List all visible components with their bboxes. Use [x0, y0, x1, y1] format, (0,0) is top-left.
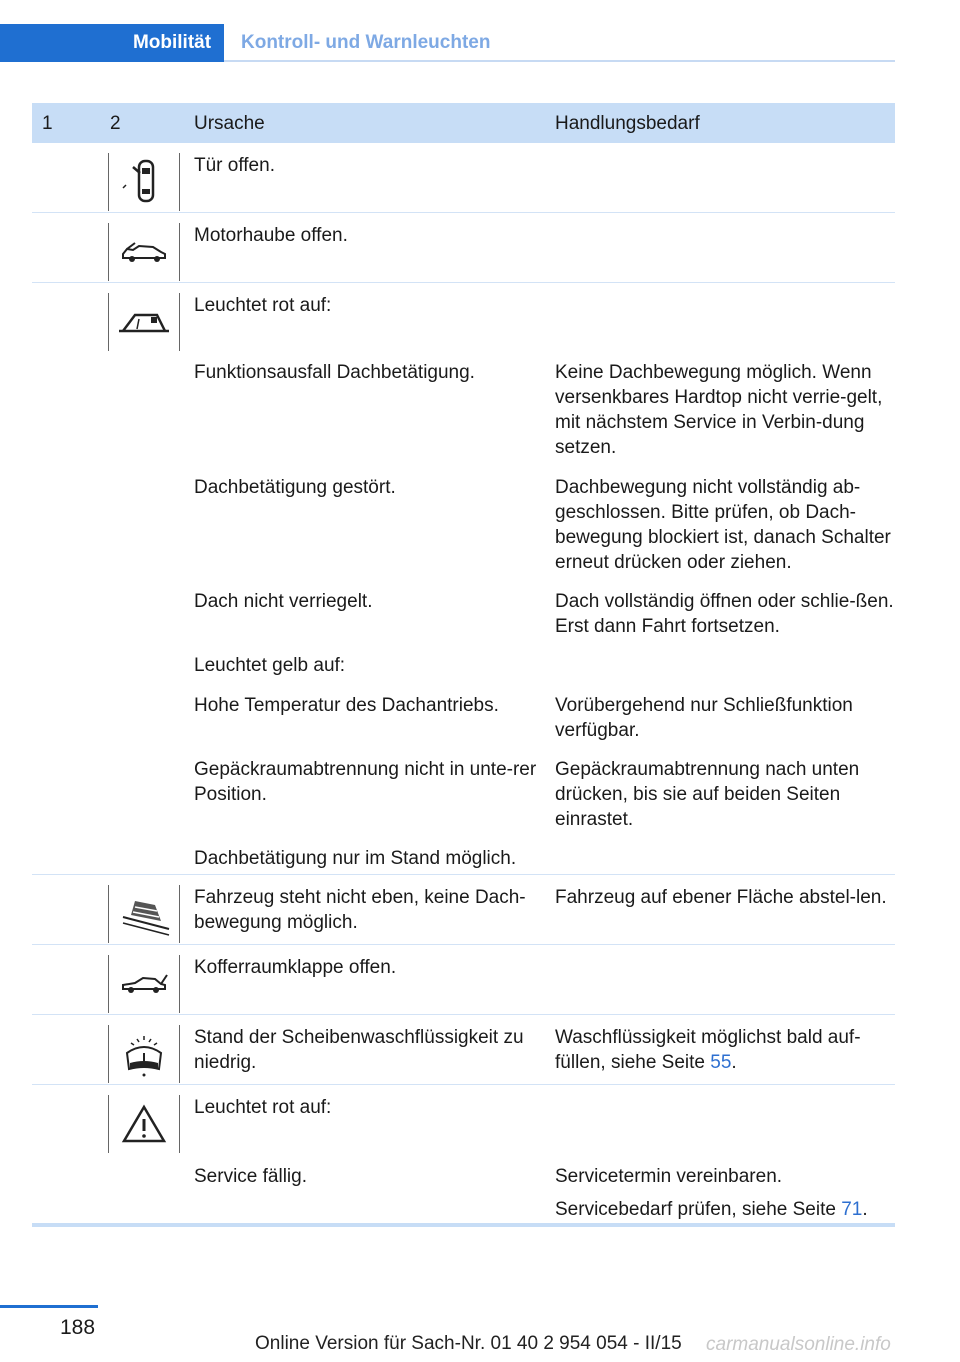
trunk-open-icon: [108, 955, 180, 1013]
action-text: Fahrzeug auf ebener Fläche abstel-len.: [555, 887, 887, 908]
chapter-tab[interactable]: Kontroll- und Warnleuchten: [241, 32, 491, 53]
cause-text: Dachbetätigung nur im Stand möglich.: [194, 848, 517, 869]
action-text: Vorübergehend nur Schließfunktion verfügbar.: [555, 695, 853, 741]
table-row: [32, 143, 895, 213]
hood-open-icon: [108, 223, 180, 281]
cause-text: Gepäckraumabtrennung nicht in unte-rer Position.: [194, 759, 537, 805]
washer-fluid-icon: [108, 1025, 180, 1083]
cause-text: Fahrzeug steht nicht eben, keine Dach-bewegung möglich.: [194, 887, 526, 933]
door-open-icon: [108, 153, 180, 211]
table-row: [32, 283, 895, 875]
column-header-action: Handlungsbedarf: [555, 113, 700, 134]
cause-text: Tür offen.: [194, 155, 275, 176]
column-header-cause: Ursache: [194, 113, 265, 134]
page-number: 188: [60, 1316, 96, 1339]
action-text: Keine Dachbewegung möglich. Wenn versenkbares Hardtop nicht verrie-gelt, mit nächstem Service in Verbin-dung setzen.: [555, 362, 883, 458]
column-header-1: 1: [42, 113, 53, 134]
table-row: [32, 1085, 895, 1227]
cause-text: Leuchtet rot auf:: [194, 1097, 332, 1118]
page-reference-link[interactable]: 55: [710, 1052, 732, 1073]
cause-text: Stand der Scheibenwaschflüssigkeit zu niedrig.: [194, 1027, 524, 1073]
table-row: [32, 1015, 895, 1085]
cause-text: Hohe Temperatur des Dachantriebs.: [194, 695, 499, 716]
page-reference-link[interactable]: 71: [841, 1199, 863, 1220]
action-text: Dachbewegung nicht vollständig ab-geschlossen. Bitte prüfen, ob Dach-bewegung blockiert ist, danach Schalter erneut drücken oder ziehen.: [555, 477, 891, 573]
cause-text: Motorhaube offen.: [194, 225, 348, 246]
table-row: [32, 875, 895, 945]
vehicle-slope-icon: [108, 885, 180, 943]
action-text: Servicebedarf prüfen, siehe Seite 71.: [555, 1199, 868, 1220]
version-info: Online Version für Sach-Nr. 01 40 2 954 054 - II/15: [255, 1333, 682, 1354]
table-header: [32, 103, 895, 143]
warning-lights-table: [32, 103, 895, 1227]
cause-text: Leuchtet gelb auf:: [194, 655, 346, 676]
table-row: [32, 213, 895, 283]
cause-text: Dach nicht verriegelt.: [194, 591, 373, 612]
header-rule: [224, 60, 895, 62]
action-text: Waschflüssigkeit möglichst bald auf-füllen, siehe Seite 55.: [555, 1027, 861, 1073]
cause-text: Service fällig.: [194, 1166, 307, 1187]
page-header: [0, 0, 960, 64]
roof-icon: [108, 293, 180, 351]
cause-text: Kofferraumklappe offen.: [194, 957, 397, 978]
table-row: [32, 945, 895, 1015]
footer-accent-line: [0, 1305, 98, 1308]
cause-text: Dachbetätigung gestört.: [194, 477, 396, 498]
watermark: carmanualsonline.info: [706, 1334, 891, 1355]
cause-text: Leuchtet rot auf:: [194, 295, 332, 316]
action-text: Dach vollständig öffnen oder schlie-ßen. Erst dann Fahrt fortsetzen.: [555, 591, 894, 637]
column-header-2: 2: [110, 113, 121, 134]
cause-text: Funktionsausfall Dachbetätigung.: [194, 362, 475, 383]
action-text: Gepäckraumabtrennung nach unten drücken, bis sie auf beiden Seiten einrastet.: [555, 759, 860, 830]
action-text: Servicetermin vereinbaren.: [555, 1166, 783, 1187]
section-tab[interactable]: Mobilität: [132, 32, 212, 53]
warning-triangle-icon: [108, 1095, 180, 1153]
